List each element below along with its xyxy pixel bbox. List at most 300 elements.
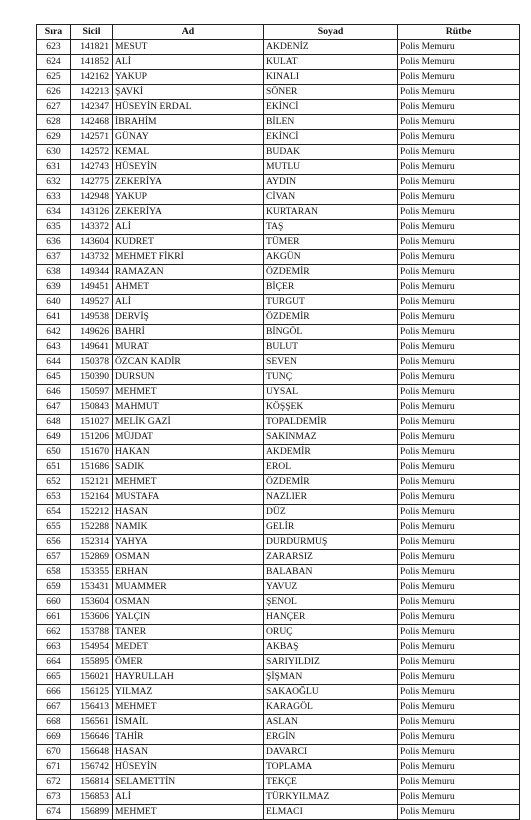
- table-row: [37, 535, 520, 550]
- cell-ad: MUAMMER: [113, 580, 264, 595]
- cell-sicil: 151670: [71, 445, 113, 460]
- cell-sira: 638: [37, 265, 71, 280]
- cell-soyad: AKGÜN: [264, 250, 398, 265]
- cell-sicil: 149538: [71, 310, 113, 325]
- cell-soyad: ŞİŞMAN: [264, 670, 398, 685]
- table-header-row: [37, 25, 520, 40]
- cell-rutbe: Polis Memuru: [398, 265, 520, 280]
- cell-sicil: 153788: [71, 625, 113, 640]
- table-row: [37, 100, 520, 115]
- table-row: [37, 220, 520, 235]
- cell-ad: ŞAVKİ: [113, 85, 264, 100]
- cell-ad: YAKUP: [113, 190, 264, 205]
- cell-soyad: ERGİN: [264, 730, 398, 745]
- cell-sira: 672: [37, 775, 71, 790]
- cell-sicil: 152121: [71, 475, 113, 490]
- cell-sira: 656: [37, 535, 71, 550]
- table-row: [37, 115, 520, 130]
- cell-soyad: ÖZDEMİR: [264, 265, 398, 280]
- cell-soyad: ASLAN: [264, 715, 398, 730]
- table-row: [37, 160, 520, 175]
- cell-sicil: 143732: [71, 250, 113, 265]
- cell-rutbe: Polis Memuru: [398, 175, 520, 190]
- cell-sicil: 153431: [71, 580, 113, 595]
- table-row: [37, 190, 520, 205]
- table-row: [37, 505, 520, 520]
- cell-rutbe: Polis Memuru: [398, 190, 520, 205]
- cell-sira: 670: [37, 745, 71, 760]
- table-row: [37, 355, 520, 370]
- cell-sicil: 150390: [71, 370, 113, 385]
- cell-soyad: MUTLU: [264, 160, 398, 175]
- cell-sira: 650: [37, 445, 71, 460]
- cell-sicil: 151027: [71, 415, 113, 430]
- cell-sira: 643: [37, 340, 71, 355]
- cell-soyad: AYDIN: [264, 175, 398, 190]
- cell-sicil: 149451: [71, 280, 113, 295]
- cell-rutbe: Polis Memuru: [398, 790, 520, 805]
- cell-soyad: KULAT: [264, 55, 398, 70]
- cell-soyad: BİLEN: [264, 115, 398, 130]
- table-row: [37, 745, 520, 760]
- cell-soyad: AKDEMİR: [264, 445, 398, 460]
- cell-sicil: 143604: [71, 235, 113, 250]
- cell-sira: 641: [37, 310, 71, 325]
- cell-sicil: 142347: [71, 100, 113, 115]
- cell-rutbe: Polis Memuru: [398, 325, 520, 340]
- cell-sicil: 152212: [71, 505, 113, 520]
- table-row: [37, 295, 520, 310]
- cell-ad: İBRAHİM: [113, 115, 264, 130]
- cell-rutbe: Polis Memuru: [398, 415, 520, 430]
- cell-soyad: SARIYILDIZ: [264, 655, 398, 670]
- cell-soyad: TURGUT: [264, 295, 398, 310]
- cell-soyad: AKBAŞ: [264, 640, 398, 655]
- cell-sira: 660: [37, 595, 71, 610]
- cell-ad: ÖZCAN KADİR: [113, 355, 264, 370]
- cell-rutbe: Polis Memuru: [398, 385, 520, 400]
- table-row: [37, 265, 520, 280]
- table-row: [37, 325, 520, 340]
- cell-soyad: DURDURMUŞ: [264, 535, 398, 550]
- cell-sira: 655: [37, 520, 71, 535]
- cell-soyad: ÖZDEMİR: [264, 475, 398, 490]
- cell-ad: MEHMET: [113, 805, 264, 820]
- cell-sicil: 143372: [71, 220, 113, 235]
- cell-sicil: 156648: [71, 745, 113, 760]
- cell-soyad: ŞENOL: [264, 595, 398, 610]
- cell-ad: HÜSEYİN: [113, 160, 264, 175]
- cell-sira: 663: [37, 640, 71, 655]
- cell-ad: ALİ: [113, 790, 264, 805]
- cell-sicil: 150843: [71, 400, 113, 415]
- cell-sicil: 156814: [71, 775, 113, 790]
- table-row: [37, 715, 520, 730]
- cell-ad: ERHAN: [113, 565, 264, 580]
- cell-rutbe: Polis Memuru: [398, 280, 520, 295]
- cell-soyad: EROL: [264, 460, 398, 475]
- cell-ad: ALİ: [113, 220, 264, 235]
- cell-soyad: BULUT: [264, 340, 398, 355]
- cell-sicil: 142572: [71, 145, 113, 160]
- cell-soyad: CİVAN: [264, 190, 398, 205]
- cell-ad: MEHMET FİKRİ: [113, 250, 264, 265]
- cell-sicil: 142571: [71, 130, 113, 145]
- cell-sicil: 152314: [71, 535, 113, 550]
- cell-rutbe: Polis Memuru: [398, 475, 520, 490]
- cell-rutbe: Polis Memuru: [398, 370, 520, 385]
- table-row: [37, 760, 520, 775]
- column-header-rutbe: Rütbe: [398, 25, 520, 40]
- cell-sira: 661: [37, 610, 71, 625]
- table-row: [37, 55, 520, 70]
- cell-rutbe: Polis Memuru: [398, 550, 520, 565]
- cell-ad: ALİ: [113, 55, 264, 70]
- cell-rutbe: Polis Memuru: [398, 520, 520, 535]
- table-row: [37, 250, 520, 265]
- cell-ad: MURAT: [113, 340, 264, 355]
- cell-sira: 644: [37, 355, 71, 370]
- cell-sira: 626: [37, 85, 71, 100]
- cell-rutbe: Polis Memuru: [398, 595, 520, 610]
- table-row: [37, 70, 520, 85]
- cell-soyad: TOPALDEMİR: [264, 415, 398, 430]
- cell-sicil: 149527: [71, 295, 113, 310]
- cell-rutbe: Polis Memuru: [398, 610, 520, 625]
- table-row: [37, 235, 520, 250]
- cell-rutbe: Polis Memuru: [398, 775, 520, 790]
- cell-sicil: 156646: [71, 730, 113, 745]
- cell-soyad: KURTARAN: [264, 205, 398, 220]
- cell-soyad: TÜMER: [264, 235, 398, 250]
- cell-soyad: EKİNCİ: [264, 100, 398, 115]
- cell-sira: 664: [37, 655, 71, 670]
- cell-rutbe: Polis Memuru: [398, 340, 520, 355]
- cell-soyad: YAVUZ: [264, 580, 398, 595]
- cell-rutbe: Polis Memuru: [398, 640, 520, 655]
- cell-ad: MUSTAFA: [113, 490, 264, 505]
- table-row: [37, 520, 520, 535]
- cell-rutbe: Polis Memuru: [398, 400, 520, 415]
- cell-ad: MEHMET: [113, 475, 264, 490]
- table-row: [37, 805, 520, 820]
- cell-sicil: 149641: [71, 340, 113, 355]
- cell-rutbe: Polis Memuru: [398, 160, 520, 175]
- cell-sicil: 153606: [71, 610, 113, 625]
- cell-sicil: 149344: [71, 265, 113, 280]
- cell-sicil: 151686: [71, 460, 113, 475]
- cell-rutbe: Polis Memuru: [398, 460, 520, 475]
- cell-ad: GÜNAY: [113, 130, 264, 145]
- cell-rutbe: Polis Memuru: [398, 565, 520, 580]
- cell-sira: 624: [37, 55, 71, 70]
- cell-sicil: 141821: [71, 40, 113, 55]
- cell-sicil: 156561: [71, 715, 113, 730]
- cell-soyad: TOPLAMA: [264, 760, 398, 775]
- cell-rutbe: Polis Memuru: [398, 685, 520, 700]
- cell-soyad: KINALI: [264, 70, 398, 85]
- cell-sira: 636: [37, 235, 71, 250]
- cell-soyad: ORUÇ: [264, 625, 398, 640]
- cell-sicil: 150597: [71, 385, 113, 400]
- cell-rutbe: Polis Memuru: [398, 220, 520, 235]
- cell-soyad: TAŞ: [264, 220, 398, 235]
- cell-rutbe: Polis Memuru: [398, 625, 520, 640]
- cell-sira: 651: [37, 460, 71, 475]
- cell-rutbe: Polis Memuru: [398, 730, 520, 745]
- table-row: [37, 205, 520, 220]
- cell-sicil: 142162: [71, 70, 113, 85]
- cell-sira: 633: [37, 190, 71, 205]
- cell-rutbe: Polis Memuru: [398, 130, 520, 145]
- table-row: [37, 280, 520, 295]
- cell-sira: 671: [37, 760, 71, 775]
- cell-ad: HASAN: [113, 745, 264, 760]
- table-row: [37, 670, 520, 685]
- cell-rutbe: Polis Memuru: [398, 40, 520, 55]
- table-row: [37, 490, 520, 505]
- table-row: [37, 730, 520, 745]
- cell-sicil: 142948: [71, 190, 113, 205]
- cell-soyad: DÜZ: [264, 505, 398, 520]
- cell-sira: 629: [37, 130, 71, 145]
- cell-sira: 673: [37, 790, 71, 805]
- cell-soyad: BİÇER: [264, 280, 398, 295]
- cell-rutbe: Polis Memuru: [398, 55, 520, 70]
- cell-rutbe: Polis Memuru: [398, 145, 520, 160]
- cell-ad: DERVİŞ: [113, 310, 264, 325]
- cell-sira: 632: [37, 175, 71, 190]
- table-row: [37, 370, 520, 385]
- cell-soyad: AKDENİZ: [264, 40, 398, 55]
- cell-soyad: NAZLIER: [264, 490, 398, 505]
- column-header-soyad: Soyad: [264, 25, 398, 40]
- cell-soyad: BİNGÖL: [264, 325, 398, 340]
- cell-soyad: SAKAOĞLU: [264, 685, 398, 700]
- cell-rutbe: Polis Memuru: [398, 310, 520, 325]
- table-row: [37, 460, 520, 475]
- cell-rutbe: Polis Memuru: [398, 700, 520, 715]
- cell-sira: 652: [37, 475, 71, 490]
- cell-soyad: EKİNCİ: [264, 130, 398, 145]
- cell-rutbe: Polis Memuru: [398, 235, 520, 250]
- cell-sicil: 153604: [71, 595, 113, 610]
- table-row: [37, 610, 520, 625]
- table-row: [37, 145, 520, 160]
- cell-sira: 634: [37, 205, 71, 220]
- cell-sicil: 152869: [71, 550, 113, 565]
- cell-ad: SELAMETTİN: [113, 775, 264, 790]
- cell-ad: ÖMER: [113, 655, 264, 670]
- cell-sira: 646: [37, 385, 71, 400]
- personnel-table: [36, 24, 520, 820]
- cell-rutbe: Polis Memuru: [398, 205, 520, 220]
- cell-sira: 627: [37, 100, 71, 115]
- cell-sicil: 156853: [71, 790, 113, 805]
- cell-sira: 639: [37, 280, 71, 295]
- cell-ad: MEHMET: [113, 700, 264, 715]
- cell-ad: YILMAZ: [113, 685, 264, 700]
- table-row: [37, 580, 520, 595]
- cell-ad: OSMAN: [113, 595, 264, 610]
- cell-rutbe: Polis Memuru: [398, 580, 520, 595]
- cell-soyad: SÖNER: [264, 85, 398, 100]
- cell-rutbe: Polis Memuru: [398, 670, 520, 685]
- table-row: [37, 475, 520, 490]
- cell-sicil: 141852: [71, 55, 113, 70]
- cell-ad: MEHMET: [113, 385, 264, 400]
- cell-soyad: KARAGÖL: [264, 700, 398, 715]
- cell-sicil: 142213: [71, 85, 113, 100]
- cell-rutbe: Polis Memuru: [398, 355, 520, 370]
- cell-rutbe: Polis Memuru: [398, 805, 520, 820]
- table-row: [37, 445, 520, 460]
- cell-soyad: TUNÇ: [264, 370, 398, 385]
- cell-sira: 658: [37, 565, 71, 580]
- cell-sira: 669: [37, 730, 71, 745]
- table-row: [37, 775, 520, 790]
- cell-rutbe: Polis Memuru: [398, 535, 520, 550]
- cell-sicil: 156413: [71, 700, 113, 715]
- cell-soyad: UYSAL: [264, 385, 398, 400]
- cell-ad: YAHYA: [113, 535, 264, 550]
- cell-rutbe: Polis Memuru: [398, 85, 520, 100]
- cell-sira: 659: [37, 580, 71, 595]
- cell-soyad: HANÇER: [264, 610, 398, 625]
- table-row: [37, 400, 520, 415]
- table-row: [37, 340, 520, 355]
- table-row: [37, 550, 520, 565]
- table-row: [37, 385, 520, 400]
- cell-ad: BAHRİ: [113, 325, 264, 340]
- cell-rutbe: Polis Memuru: [398, 715, 520, 730]
- cell-ad: HÜSEYİN: [113, 760, 264, 775]
- cell-soyad: ELMACI: [264, 805, 398, 820]
- cell-ad: ZEKERİYA: [113, 175, 264, 190]
- cell-ad: HAKAN: [113, 445, 264, 460]
- table-row: [37, 85, 520, 100]
- cell-sira: 648: [37, 415, 71, 430]
- table-row: [37, 790, 520, 805]
- cell-sira: 647: [37, 400, 71, 415]
- cell-sicil: 156899: [71, 805, 113, 820]
- cell-sira: 662: [37, 625, 71, 640]
- cell-rutbe: Polis Memuru: [398, 115, 520, 130]
- cell-sira: 637: [37, 250, 71, 265]
- table-row: [37, 40, 520, 55]
- cell-sira: 674: [37, 805, 71, 820]
- cell-sira: 668: [37, 715, 71, 730]
- cell-sira: 665: [37, 670, 71, 685]
- cell-ad: AHMET: [113, 280, 264, 295]
- table-row: [37, 430, 520, 445]
- cell-rutbe: Polis Memuru: [398, 655, 520, 670]
- cell-rutbe: Polis Memuru: [398, 745, 520, 760]
- cell-ad: YAKUP: [113, 70, 264, 85]
- cell-sira: 625: [37, 70, 71, 85]
- cell-sira: 635: [37, 220, 71, 235]
- cell-rutbe: Polis Memuru: [398, 430, 520, 445]
- cell-sira: 649: [37, 430, 71, 445]
- table-row: [37, 655, 520, 670]
- cell-sicil: 154954: [71, 640, 113, 655]
- cell-sicil: 156021: [71, 670, 113, 685]
- cell-sira: 654: [37, 505, 71, 520]
- cell-rutbe: Polis Memuru: [398, 70, 520, 85]
- cell-soyad: KÖŞŞEK: [264, 400, 398, 415]
- cell-ad: OSMAN: [113, 550, 264, 565]
- cell-ad: HÜSEYİN ERDAL: [113, 100, 264, 115]
- cell-ad: HASAN: [113, 505, 264, 520]
- cell-sicil: 149626: [71, 325, 113, 340]
- cell-soyad: BALABAN: [264, 565, 398, 580]
- cell-ad: NAMIK: [113, 520, 264, 535]
- cell-rutbe: Polis Memuru: [398, 760, 520, 775]
- cell-ad: KUDRET: [113, 235, 264, 250]
- cell-sicil: 142468: [71, 115, 113, 130]
- table-row: [37, 415, 520, 430]
- cell-rutbe: Polis Memuru: [398, 445, 520, 460]
- table-row: [37, 565, 520, 580]
- cell-sicil: 142775: [71, 175, 113, 190]
- cell-sicil: 150378: [71, 355, 113, 370]
- cell-sicil: 156125: [71, 685, 113, 700]
- cell-soyad: ZARARSIZ: [264, 550, 398, 565]
- cell-sira: 657: [37, 550, 71, 565]
- cell-soyad: TEKÇE: [264, 775, 398, 790]
- cell-ad: KEMAL: [113, 145, 264, 160]
- cell-sira: 631: [37, 160, 71, 175]
- cell-soyad: SEVEN: [264, 355, 398, 370]
- cell-rutbe: Polis Memuru: [398, 295, 520, 310]
- cell-sicil: 143126: [71, 205, 113, 220]
- cell-ad: TAHİR: [113, 730, 264, 745]
- cell-rutbe: Polis Memuru: [398, 505, 520, 520]
- table-row: [37, 700, 520, 715]
- cell-ad: DURSUN: [113, 370, 264, 385]
- cell-soyad: SAKINMAZ: [264, 430, 398, 445]
- cell-sira: 645: [37, 370, 71, 385]
- cell-sira: 667: [37, 700, 71, 715]
- cell-ad: SADIK: [113, 460, 264, 475]
- table-row: [37, 310, 520, 325]
- cell-sicil: 151206: [71, 430, 113, 445]
- cell-ad: MÜJDAT: [113, 430, 264, 445]
- cell-sicil: 153355: [71, 565, 113, 580]
- cell-sira: 642: [37, 325, 71, 340]
- cell-soyad: TÜRKYILMAZ: [264, 790, 398, 805]
- cell-ad: MEDET: [113, 640, 264, 655]
- cell-sira: 628: [37, 115, 71, 130]
- cell-sicil: 152164: [71, 490, 113, 505]
- cell-soyad: GELİR: [264, 520, 398, 535]
- cell-rutbe: Polis Memuru: [398, 250, 520, 265]
- cell-ad: ZEKERİYA: [113, 205, 264, 220]
- cell-sicil: 156742: [71, 760, 113, 775]
- cell-ad: RAMAZAN: [113, 265, 264, 280]
- table-body: [37, 40, 520, 820]
- table-row: [37, 175, 520, 190]
- cell-sira: 653: [37, 490, 71, 505]
- cell-sira: 640: [37, 295, 71, 310]
- cell-ad: YALÇIN: [113, 610, 264, 625]
- table-row: [37, 685, 520, 700]
- table-row: [37, 595, 520, 610]
- cell-ad: TANER: [113, 625, 264, 640]
- cell-ad: ALİ: [113, 295, 264, 310]
- table-row: [37, 130, 520, 145]
- column-header-sira: Sıra: [37, 25, 71, 40]
